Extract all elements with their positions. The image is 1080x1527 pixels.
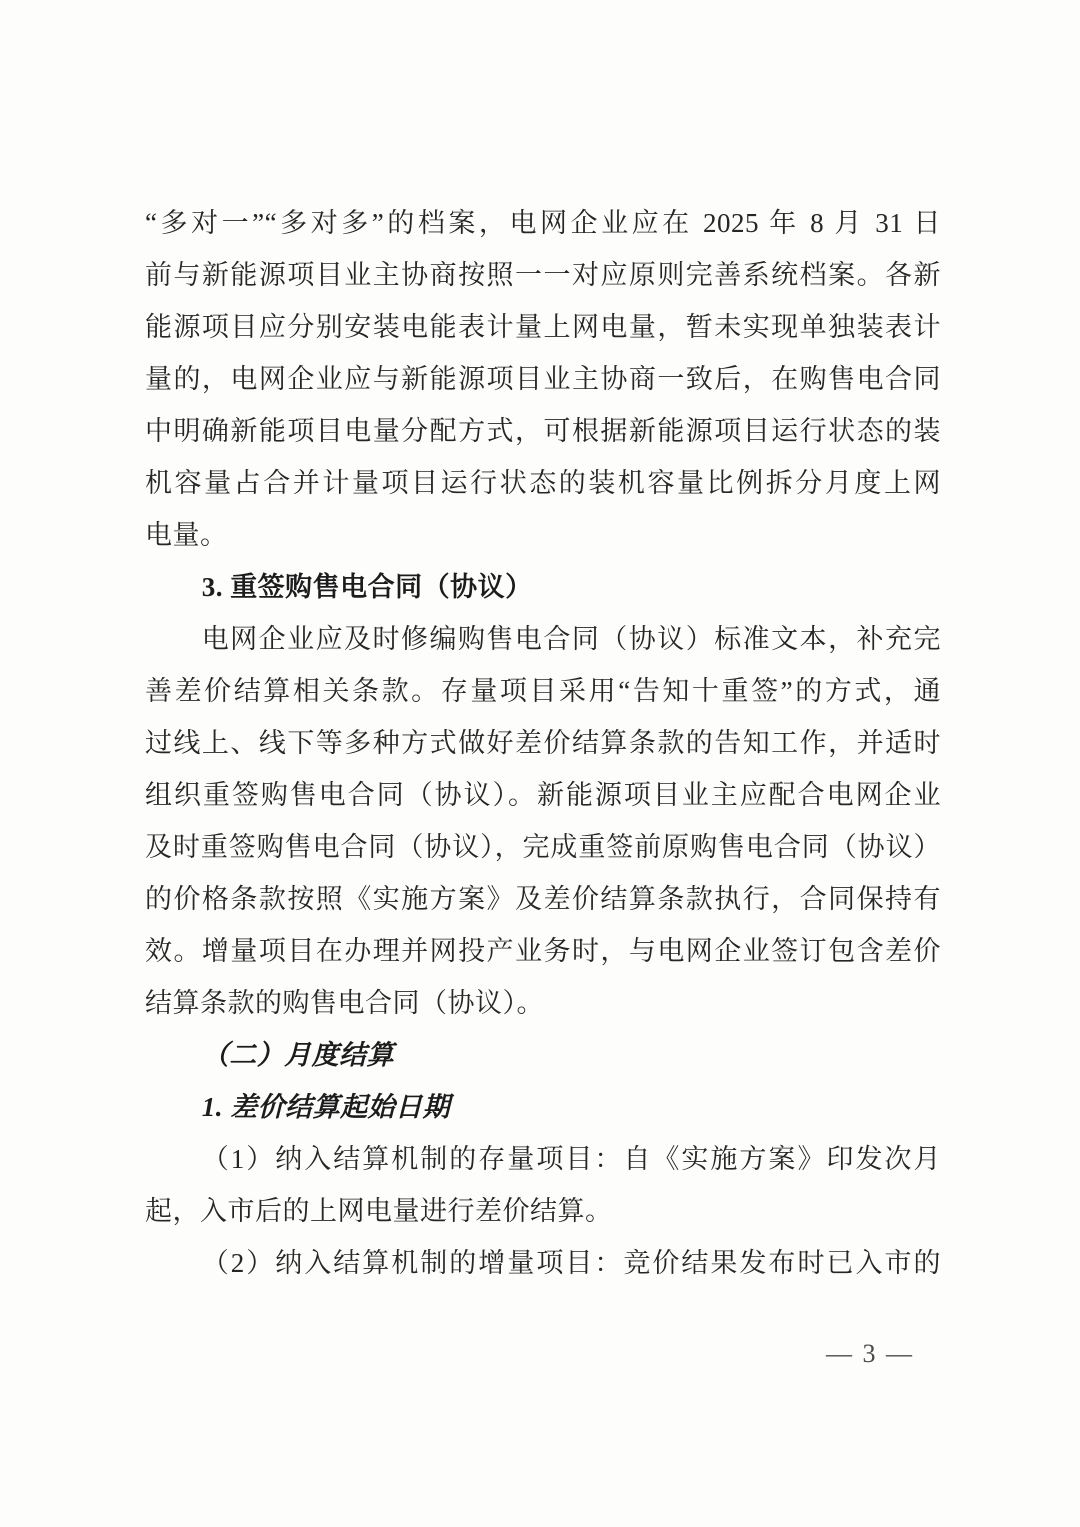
text-line: 善差价结算相关条款。存量项目采用“告知十重签”的方式，通 (145, 676, 941, 706)
text-line: 组织重签购售电合同（协议）。新能源项目业主应配合电网企业 (145, 780, 941, 810)
document-body (145, 197, 941, 1289)
text-line: “多对一”“多对多”的档案，电网企业应在 2025 年 8 月 31 日 (145, 208, 941, 238)
text-line: 的价格条款按照《实施方案》及差价结算条款执行，合同保持有 (145, 884, 941, 914)
text-line: 能源项目应分别安装电能表计量上网电量，暂未实现单独装表计 (145, 312, 941, 342)
text-line: 量的，电网企业应与新能源项目业主协商一致后，在购售电合同 (145, 364, 941, 394)
heading-line: （二）月度结算 (201, 1040, 395, 1070)
text-line: 电量。 (145, 520, 228, 550)
text-line: 电网企业应及时修编购售电合同（协议）标准文本，补充完 (201, 624, 941, 654)
text-line: 前与新能源项目业主协商按照一一对应原则完善系统档案。各新 (145, 260, 941, 290)
text-line: 过线上、线下等多种方式做好差价结算条款的告知工作，并适时 (145, 728, 941, 758)
text-line: 效。增量项目在办理并网投产业务时，与电网企业签订包含差价 (145, 936, 941, 966)
heading-line: 1. 差价结算起始日期 (201, 1092, 451, 1122)
text-line: 起，入市后的上网电量进行差价结算。 (145, 1196, 613, 1226)
text-line: 结算条款的购售电合同（协议）。 (145, 988, 544, 1018)
text-line: （2）纳入结算机制的增量项目：竞价结果发布时已入市的 (201, 1248, 941, 1278)
text-line: 及时重签购售电合同（协议），完成重签前原购售电合同（协议） (145, 832, 941, 862)
text-line: 机容量占合并计量项目运行状态的装机容量比例拆分月度上网 (145, 468, 941, 498)
text-line: 中明确新能项目电量分配方式，可根据新能源项目运行状态的装 (145, 416, 941, 446)
text-line: （1）纳入结算机制的存量项目：自《实施方案》印发次月 (201, 1144, 941, 1174)
heading-line: 3. 重签购售电合同（协议） (201, 572, 533, 602)
page-number: — 3 — (826, 1339, 914, 1368)
